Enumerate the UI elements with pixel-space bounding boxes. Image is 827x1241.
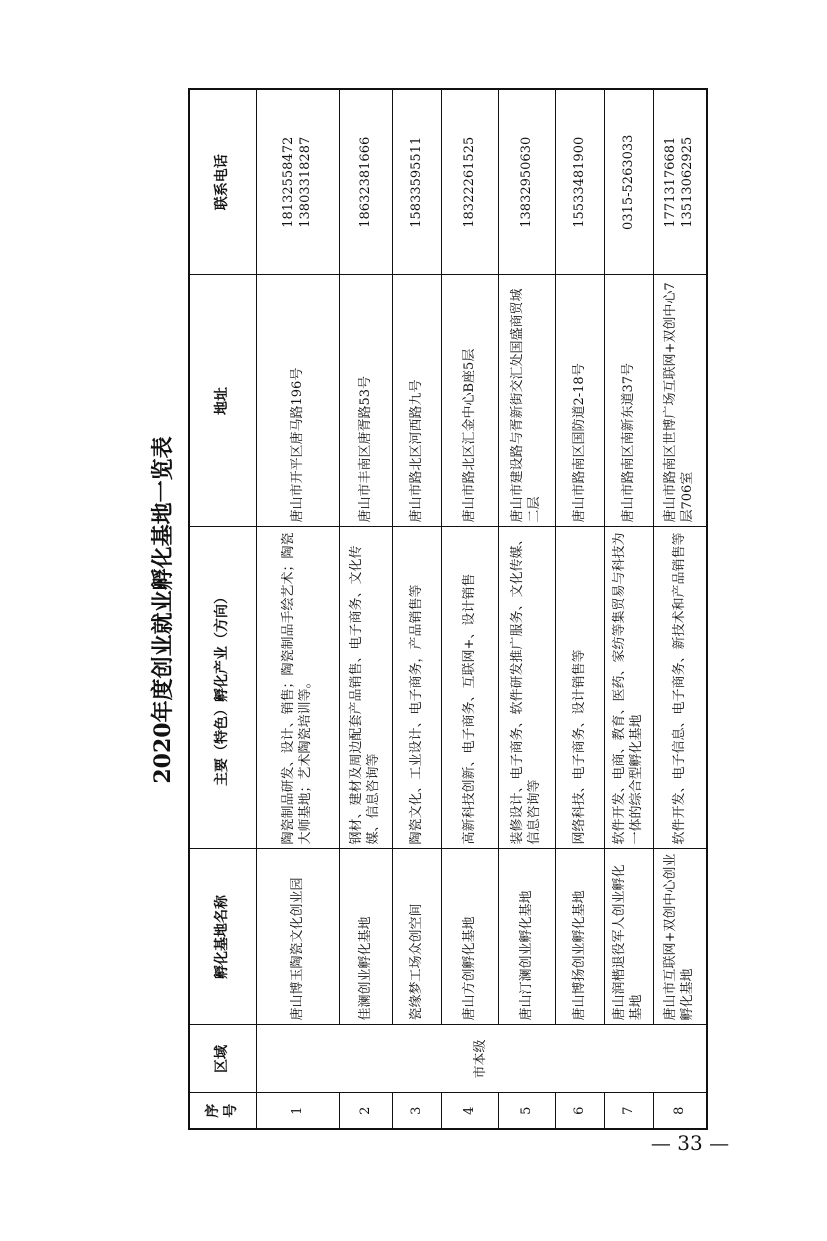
base-phone: [556, 89, 605, 275]
phone-number: 18132558472: [281, 136, 297, 228]
base-industry: 网络科技、电子商务、设计销售等: [556, 527, 605, 849]
table-row: [556, 89, 605, 1129]
base-name: 唐山博扬创业孵化基地: [556, 849, 605, 1025]
header-phone: 联系电话: [189, 89, 257, 275]
row-index: 4: [442, 1093, 499, 1129]
table-row: [393, 89, 442, 1129]
table-row: [605, 89, 654, 1129]
base-industry: 钢材、建材及周边配套产品销售、电子商务、文化传媒、信息咨询等: [340, 527, 393, 849]
incubation-base-table: [188, 88, 708, 1130]
phone-number: 13803318287: [298, 136, 313, 228]
table-header-row: [189, 89, 257, 1129]
row-index: 6: [556, 1093, 605, 1129]
phone-number: 17713176681: [663, 136, 679, 228]
base-name: 瓷缘梦工场众创空间: [393, 849, 442, 1025]
base-name: 唐山博玉陶瓷文化创业园: [257, 849, 340, 1025]
table-row: [340, 89, 393, 1129]
base-phone: [257, 89, 340, 275]
row-index: 8: [654, 1093, 708, 1129]
base-address: 唐山市路南区世博广场互联网+双创中心7层706室: [654, 275, 708, 527]
base-industry: 陶瓷制品研发、设计、销售；陶瓷制品手绘艺术；陶瓷大师基地；艺术陶瓷培训等。: [257, 527, 340, 849]
row-index: 5: [499, 1093, 556, 1129]
base-address: 唐山市路南区南新东道37号: [605, 275, 654, 527]
base-industry: 高新科技创新、电子商务、互联网+、设计销售: [442, 527, 499, 849]
base-phone: [605, 89, 654, 275]
base-name: 佳澜创业孵化基地: [340, 849, 393, 1025]
table-row: [499, 89, 556, 1129]
base-phone: [654, 89, 708, 275]
base-phone: [499, 89, 556, 275]
table-row: [257, 89, 340, 1129]
rotated-page-content: [140, 90, 700, 1130]
base-industry: 装修设计、电子商务、软件研发推广服务、文化传媒、信息咨询等: [499, 527, 556, 849]
row-index: 3: [393, 1093, 442, 1129]
phone-number: 15833595511: [408, 136, 424, 228]
row-index: 7: [605, 1093, 654, 1129]
table-row: [442, 89, 499, 1129]
phone-number: 18632381666: [357, 136, 373, 228]
base-name: 唐山方创孵化基地: [442, 849, 499, 1025]
base-phone: [442, 89, 499, 275]
base-address: 唐山市路北区河西路九号: [393, 275, 442, 527]
phone-number: 13832950630: [518, 136, 534, 228]
base-address: 唐山市路北区汇金中心B座5层: [442, 275, 499, 527]
base-address: 唐山市丰南区唐胥路53号: [340, 275, 393, 527]
base-industry: 陶瓷文化、工业设计、电子商务，产品销售等: [393, 527, 442, 849]
row-index: 1: [257, 1093, 340, 1129]
base-phone: [340, 89, 393, 275]
phone-number: 15533481900: [571, 136, 587, 228]
header-industry: 主要（特色）孵化产业（方向）: [189, 527, 257, 849]
region-cell: 市本级: [257, 1025, 708, 1093]
phone-number: 18322261525: [461, 136, 477, 228]
base-name: 唐山市互联网+双创中心创业孵化基地: [654, 849, 708, 1025]
page-number: — 33 —: [650, 1131, 730, 1155]
header-address: 地址: [189, 275, 257, 527]
base-address: 唐山市建设路与胥新街交汇处国盛商贸城二层: [499, 275, 556, 527]
row-index: 2: [340, 1093, 393, 1129]
header-index: 序号: [189, 1093, 257, 1129]
base-name: 唐山汀澜创业孵化基地: [499, 849, 556, 1025]
table-row: [654, 89, 708, 1129]
base-industry: 软件开发、电子信息、电子商务、新技术和产品销售等: [654, 527, 708, 849]
header-name: 孵化基地名称: [189, 849, 257, 1025]
phone-number: 0315-5263033: [620, 134, 636, 230]
base-industry: 软件开发、电商、教育、医药、家纺等集贸易与科技为一体的综合型孵化基地: [605, 527, 654, 849]
base-name: 唐山润楷退役军人创业孵化基地: [605, 849, 654, 1025]
base-address: 唐山市开平区唐马路196号: [257, 275, 340, 527]
base-phone: [393, 89, 442, 275]
header-region: 区域: [189, 1025, 257, 1093]
document-title: 2020年度创业就业孵化基地一览表: [150, 436, 176, 784]
base-address: 唐山市路南区国防道2-18号: [556, 275, 605, 527]
phone-number: 13513062925: [680, 136, 695, 228]
